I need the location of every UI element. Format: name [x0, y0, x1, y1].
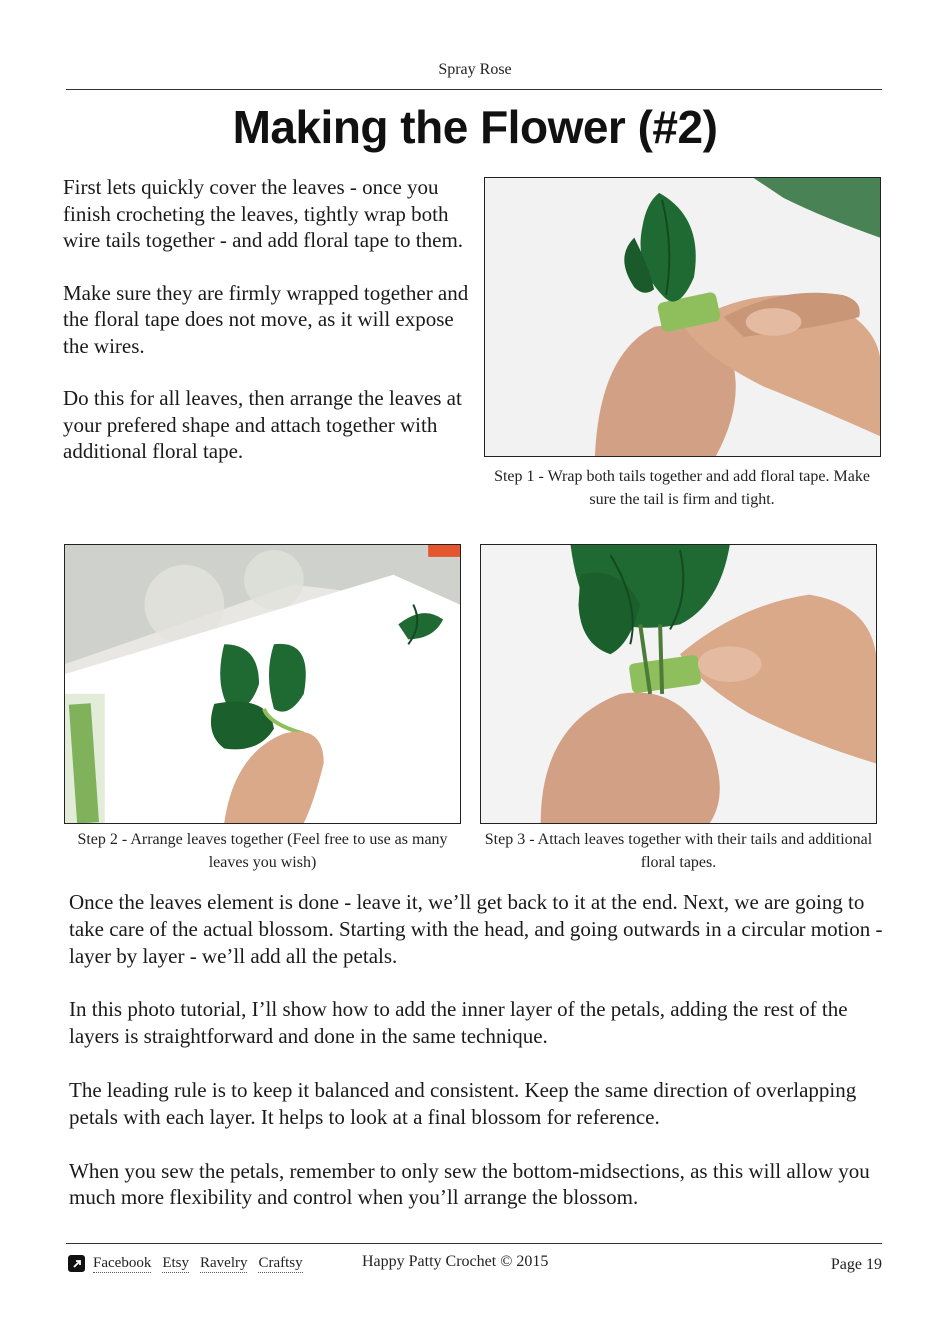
body-text: [69, 889, 884, 1238]
external-link-icon: [68, 1255, 85, 1272]
footer-link-craftsy[interactable]: Craftsy: [258, 1255, 303, 1271]
footer-link-etsy[interactable]: Etsy: [162, 1255, 189, 1271]
intro-paragraph: Do this for all leaves, then arrange the leaves at your prefered shape and attach together with additional floral tape.: [63, 386, 462, 463]
page-title: Making the Flower (#2): [232, 101, 718, 153]
intro-paragraph: First lets quickly cover the leaves - once you finish crocheting the leaves, tightly wrap both wire tails together - and add floral tape to them.: [63, 175, 464, 252]
body-paragraph: The leading rule is to keep it balanced and consistent. Keep the same direction of overlapping petals with each layer. It helps to look at a final blossom for reference.: [69, 1077, 857, 1129]
footer-rule: [66, 1243, 882, 1244]
step-2-photo: [64, 544, 461, 824]
intro-paragraph: Make sure they are firmly wrapped together and the floral tape does not move, as it will expose the wires.: [63, 280, 469, 358]
step-3-caption: Step 3 - Attach leaves together with their tails and additional floral tapes.: [484, 831, 873, 871]
footer: [0, 1253, 950, 1281]
header-rule: [66, 89, 882, 90]
footer-link-facebook[interactable]: Facebook: [93, 1255, 152, 1271]
step-1-caption: Step 1 - Wrap both tails together and add floral tape. Make sure the tail is firm and tight.: [494, 468, 870, 508]
body-paragraph: When you sew the petals, remember to only sew the bottom-midsections, as this will allow you much more flexibility and control when you’ll arrange the blossom.: [69, 1158, 870, 1210]
intro-text: [63, 174, 473, 491]
footer-link-ravelry[interactable]: Ravelry: [200, 1255, 248, 1271]
body-paragraph: In this photo tutorial, I’ll show how to add the inner layer of the petals, adding the rest of the layers is straightforward and done in the same technique.: [69, 997, 848, 1049]
step-1-photo: [484, 177, 881, 457]
footer-links: [68, 1254, 314, 1273]
body-paragraph: Once the leaves element is done - leave it, we’ll get back to it at the end. Next, we are going to take care of the actual blossom. Starting with the head, and going outwards in a circular motion - layer by layer - we’ll add all the petals.: [69, 890, 883, 968]
step-2-caption: Step 2 - Arrange leaves together (Feel free to use as many leaves you wish): [77, 831, 448, 871]
copyright: Happy Patty Crochet © 2015: [362, 1253, 549, 1270]
step-3-photo: [480, 544, 877, 824]
page-number: Page 19: [830, 1256, 882, 1273]
running-header: Spray Rose: [438, 61, 512, 78]
